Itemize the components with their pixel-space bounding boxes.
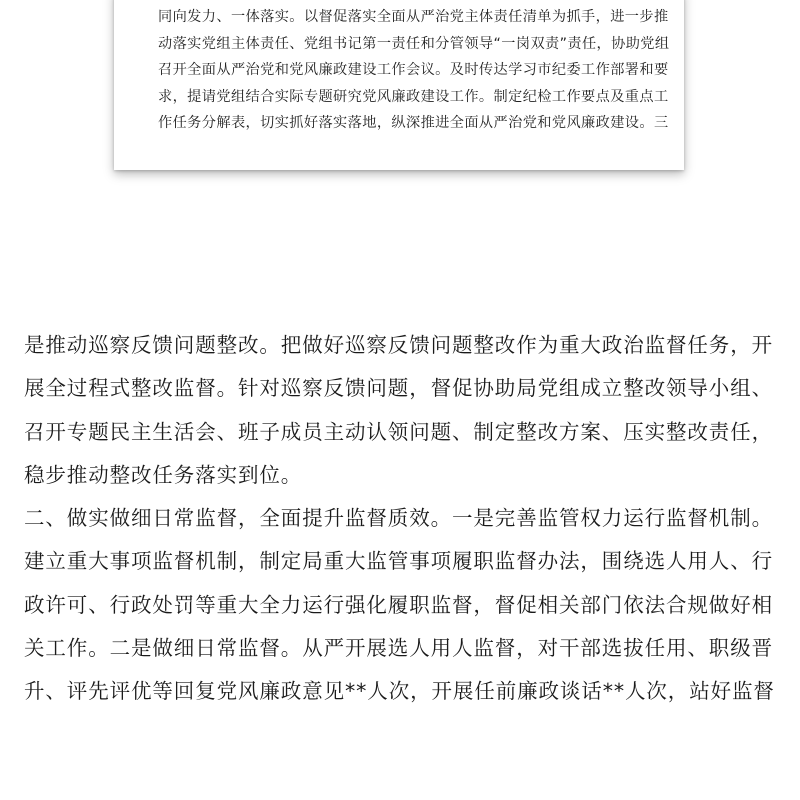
body-line: 展全过程式整改监督。针对巡察反馈问题，督促协助局党组成立整改领导小组、 [24, 376, 773, 401]
preview-line: 同向发力、一体落实。以督促落实全面从严治党主体责任清单为抓手，进一步推 [158, 9, 669, 25]
preview-line: 动落实党组主体责任、党组书记第一责任和分管领导“一岗双责”责任，协助党组 [158, 35, 670, 52]
preview-line: 求，提请党组结合实际专题研究党风廉政建设工作。制定纪检工作要点及重点工 [158, 88, 669, 105]
body-line: 稳步推动整改任务落实到位。 [24, 462, 303, 487]
body-line: 召开专题民主生活会、班子成员主动认领问题、制定整改方案、压实整改责任， [24, 419, 773, 444]
section-heading-line: 二、做实做细日常监督，全面提升监督质效。一是完善监管权力运行监督机制。 [24, 506, 773, 531]
body-text-block [24, 324, 784, 714]
body-line: 升、评先评优等回复党风廉政意见**人次，开展任前廉政谈话**人次，站好监督 [24, 679, 775, 704]
document-preview-card [114, 0, 684, 170]
preview-line: 召开全面从严治党和党风廉政建设工作会议。及时传达学习市纪委工作部署和要 [158, 62, 669, 78]
preview-line: 作任务分解表，切实抓好落实落地，纵深推进全面从严治党和党风廉政建设。三 [158, 115, 669, 131]
body-line: 关工作。二是做细日常监督。从严开展选人用人监督，对干部选拔任用、职级晋 [24, 636, 773, 661]
preview-text-block [158, 4, 670, 137]
body-line: 建立重大事项监督机制，制定局重大监管事项履职监督办法，围绕选人用人、行 [24, 549, 773, 574]
body-line: 政许可、行政处罚等重大全力运行强化履职监督，督促相关部门依法合规做好相 [24, 592, 773, 617]
body-line: 是推动巡察反馈问题整改。把做好巡察反馈问题整改作为重大政治监督任务，开 [24, 333, 773, 357]
